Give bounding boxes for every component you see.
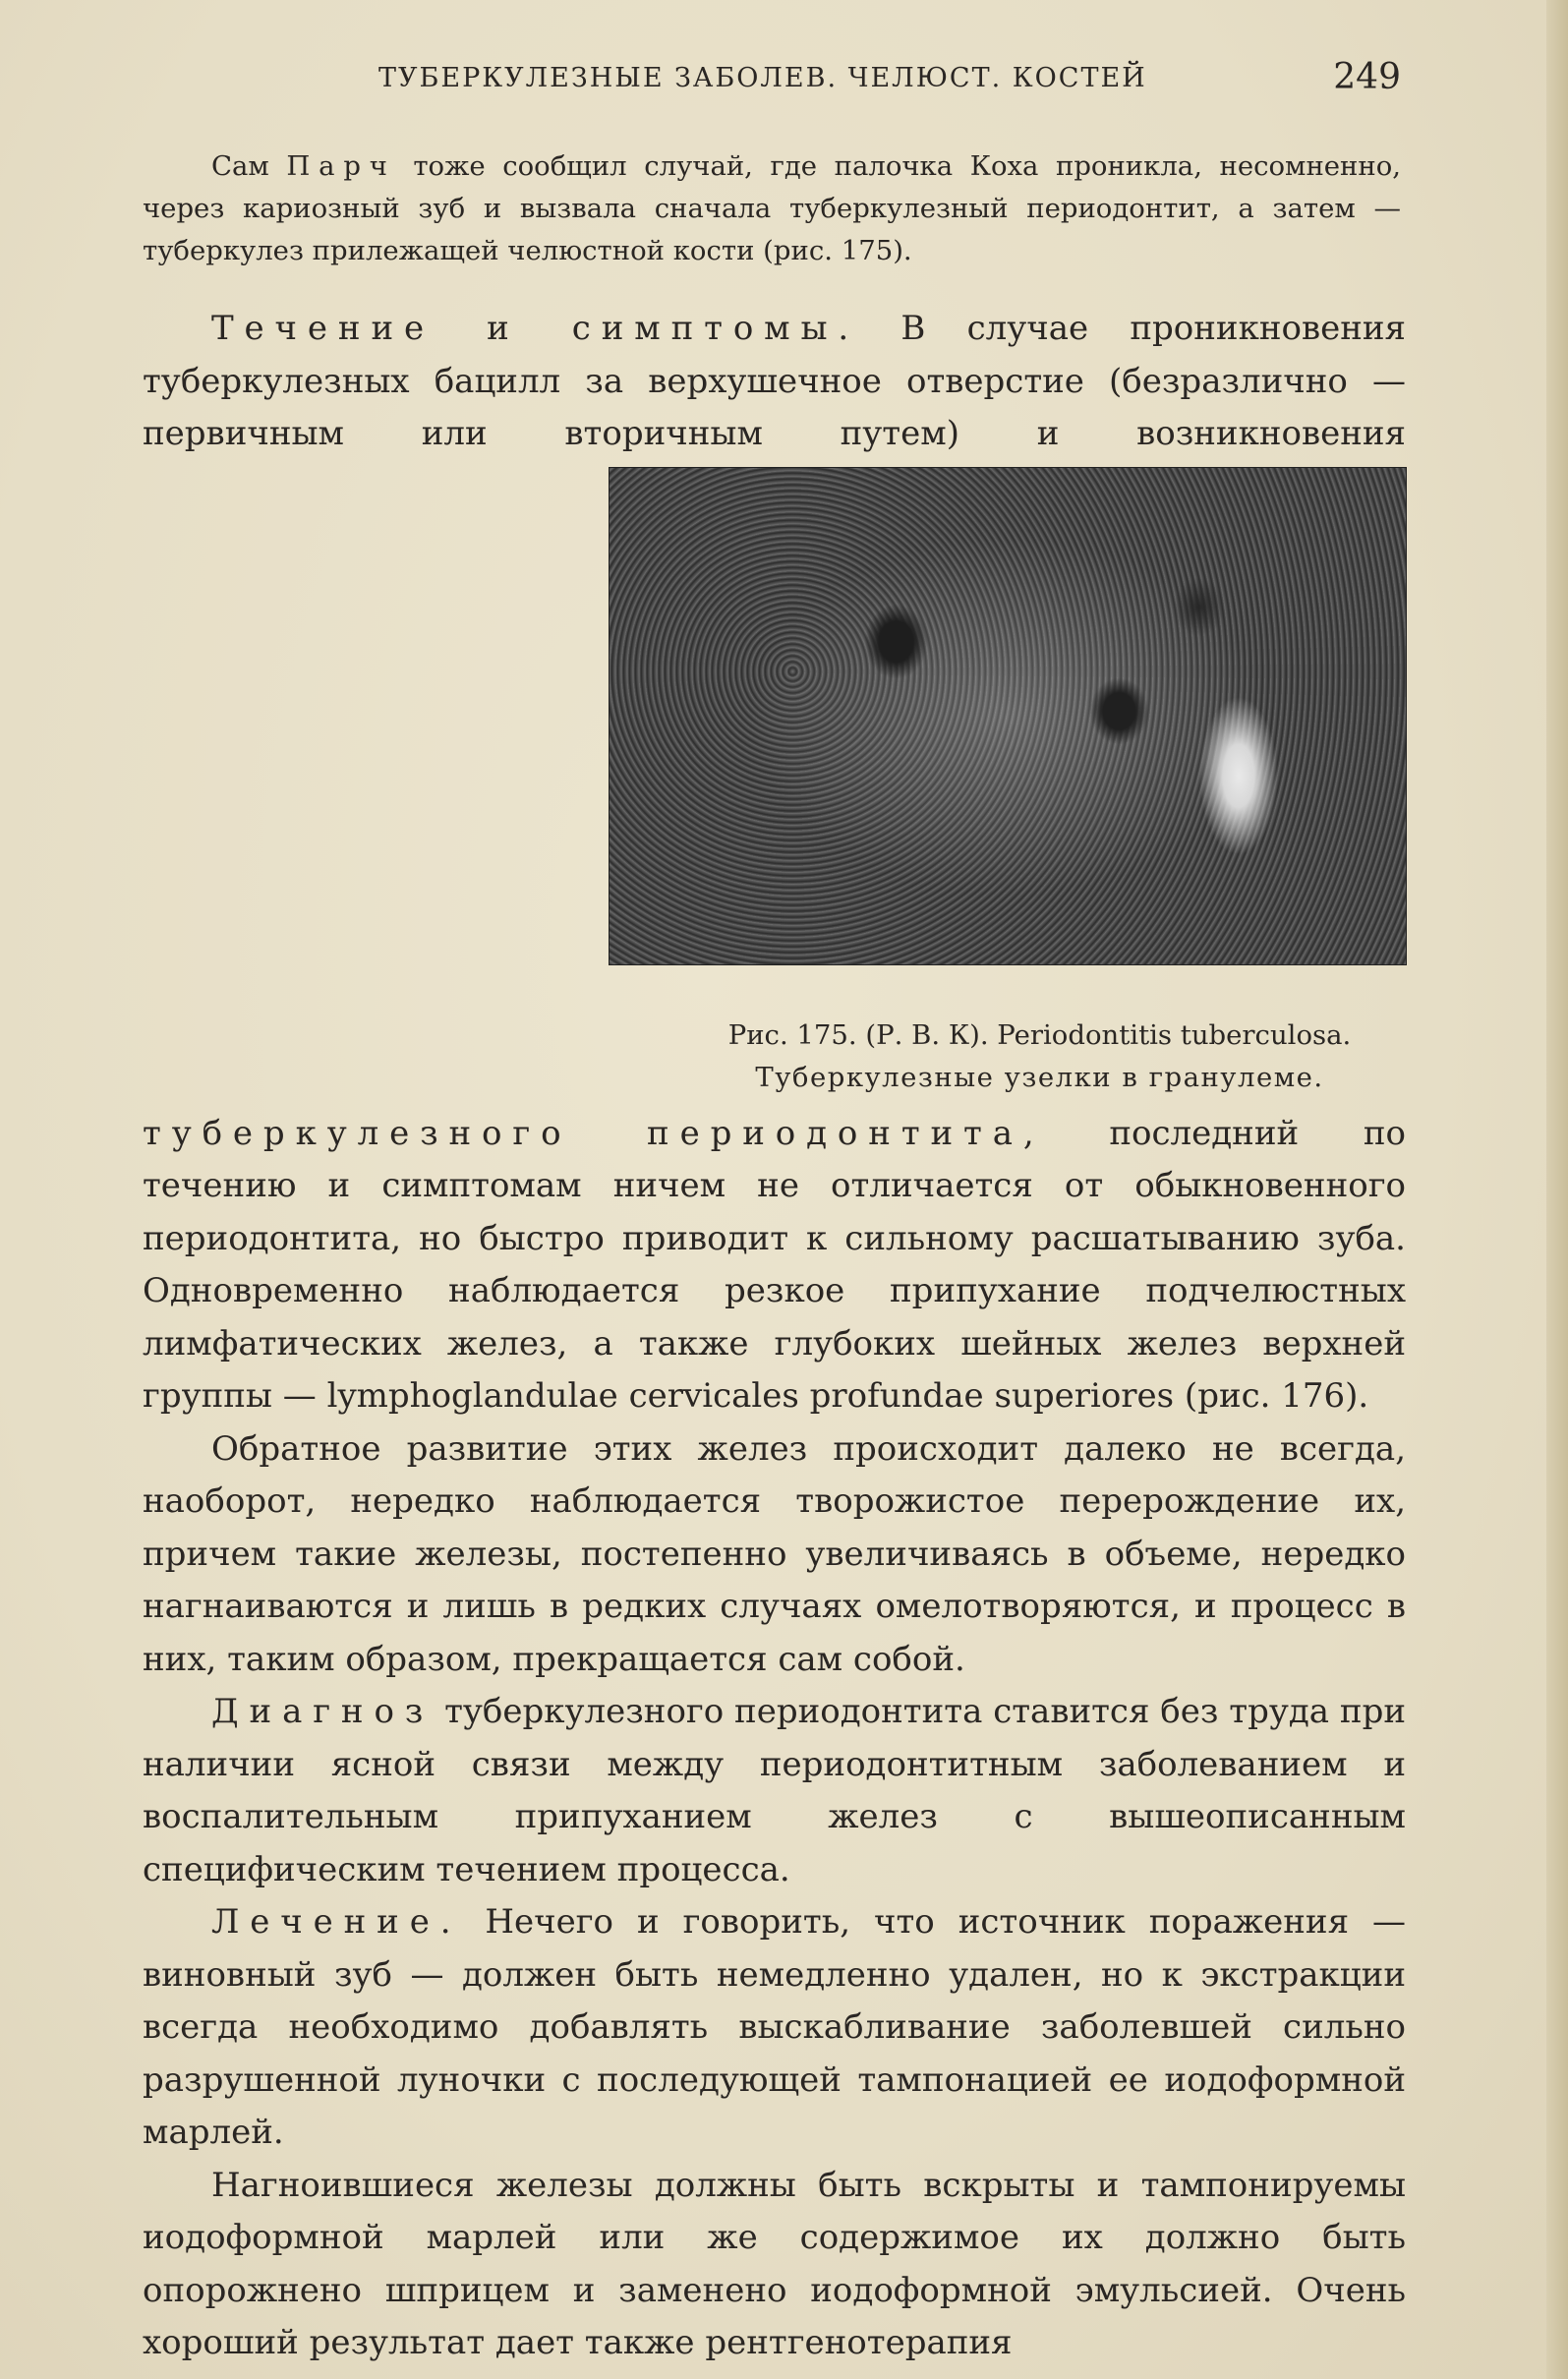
heading-course-symptoms: Течение и симптомы. bbox=[211, 309, 860, 348]
treatment-text: Нечего и говорить, что источник поражения — виновный зуб — должен быть немедленно удален, но к экстракции всегда необходимо добавлять выскабливание заболевшей сильно разрушенной луночки с последующей тампонацией ее иодоформной марлей. bbox=[143, 1902, 1406, 2152]
course-text-2: последний по течению и симптомам ничем не отличается от обыкновенного периодонтита, но быстро приводит к сильному расшатыванию зуба. Одновременно наблюдается резкое припухание подчелюстных лимфатических желез, а также глубоких шейных желез верхней группы — lymphoglandulae cervicales profundae superiores (рис. 176). bbox=[143, 1113, 1407, 1416]
running-title: ТУБЕРКУЛЕЗНЫЕ ЗАБОЛЕВ. ЧЕЛЮСТ. КОСТЕЙ bbox=[378, 63, 1147, 93]
emphasis-tuberculous-periodontitis: туберкулезного периодонтита, bbox=[143, 1113, 1045, 1153]
micrograph-image bbox=[609, 467, 1407, 965]
footnote bbox=[143, 145, 1401, 272]
paragraph-treatment bbox=[143, 1896, 1406, 2160]
page-header bbox=[143, 57, 1401, 106]
footnote-text-before: Сам bbox=[211, 150, 287, 182]
heading-diagnosis: Диагноз bbox=[211, 1692, 435, 1731]
paragraph-suppurated-glands: Нагноившиеся железы должны быть вскрыты и тампонируемы иодоформной марлей или же содержимое их должно быть опорожнено шприцем и заменено иодоформной эмульсией. Очень хороший результат дает также рентгенотерапия bbox=[143, 2165, 1406, 2362]
diagnosis-text: туберкулезного периодонтита ставится без труда при наличии ясной связи между периодонтитным заболеванием и воспалительным припуханием желез с вышеописанным специфическим течением процесса. bbox=[143, 1692, 1406, 1889]
figure-caption bbox=[605, 1015, 1406, 1099]
paragraph-diagnosis bbox=[143, 1686, 1406, 1896]
main-text bbox=[143, 303, 1406, 2370]
page-edge bbox=[1546, 0, 1568, 2379]
footnote-text-after: тоже сообщил случай, где палочка Коха проникла, несомненно, через кариозный зуб и вызвала сначала туберкулезный периодонтит, а затем — туберкулез прилежащей челюстной кости (рис. 175). bbox=[143, 150, 1401, 266]
paragraph-course bbox=[143, 303, 1406, 1423]
paragraph-reverse-development: Обратное развитие этих желез происходит далеко не всегда, наоборот, нередко наблюдается творожистое перерождение их, причем такие железы, постепенно увеличиваясь в объеме, нередко нагнаиваются и лишь в редких случаях омелотворяются, и процесс в них, таким образом, прекращается сам собой. bbox=[143, 1428, 1406, 1679]
footnote-author-name: Парч bbox=[286, 150, 396, 182]
course-text-1: В случае проникновения туберкулезных бацилл за верхушечное отверстие (безразлично — первичным или вторичным путем) и возникновения bbox=[143, 309, 1406, 453]
footnote-paragraph bbox=[143, 145, 1401, 272]
figure-175 bbox=[605, 461, 1406, 1108]
caption-line-1: Рис. 175. (Р. В. К). Periodontitis tuberculosa. bbox=[727, 1018, 1352, 1051]
heading-treatment: Лечение. bbox=[211, 1902, 462, 1942]
page-number: 249 bbox=[1333, 57, 1401, 97]
caption-line-2: Туберкулезные узелки в гранулеме. bbox=[755, 1061, 1324, 1093]
